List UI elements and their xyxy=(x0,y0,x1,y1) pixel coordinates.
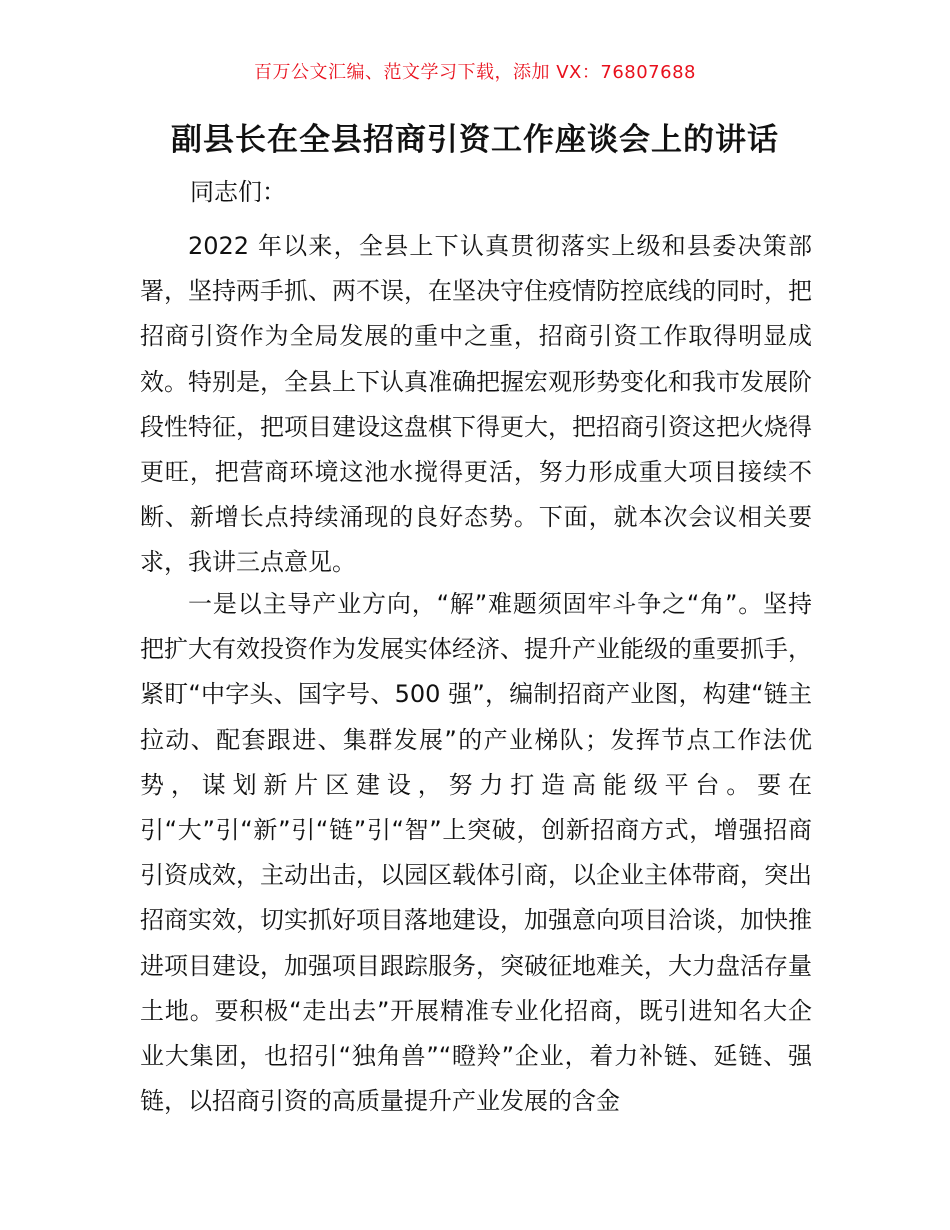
document-title: 副县长在全县招商引资工作座谈会上的讲话 xyxy=(171,122,779,158)
header-note: 百万公文汇编、范文学习下载，添加 VX：76807688 xyxy=(254,62,696,83)
paragraph-2: 一是以主导产业方向，“解”难题须固牢斗争之“角”。坚持把扩大有效投资作为发展实体经济、提升产业能级的重要抓手，紧盯“中字头、国字号、500 强”，编制招商产业图，构建“链主拉动、配套跟进、集群发展”的产业梯队；发挥节点工作法优势，谋划新片区建设，努力打造高能级平台。要在引“大”引“新”引“链”引“智”上突破，创新招商方式，增强招商引资成效，主动出击，以园区载体引商，以企业主体带商，突出招商实效，切实抓好项目落地建设，加强意向项目洽谈，加快推进项目建设，加强项目跟踪服务，突破征地难关，大力盘活存量土地。要积极“走出去”开展精准专业化招商，既引进知名大企业大集团，也招引“独角兽”“瞪羚”企业，着力补链、延链、强链，以招商引资的高质量提升产业发展的含金 xyxy=(140,590,812,1116)
salutation: 同志们： xyxy=(190,178,286,206)
paragraph-1: 2022 年以来，全县上下认真贯彻落实上级和县委决策部署，坚持两手抓、两不误，在坚决守住疫情防控底线的同时，把招商引资作为全局发展的重中之重，招商引资工作取得明显成效。特别是，全县上下认真准确把握宏观形势变化和我市发展阶段性特征，把项目建设这盘棋下得更大，把招商引资这把火烧得更旺，把营商环境这池水搅得更活，努力形成重大项目接续不断、新增长点持续涌现的良好态势。下面，就本次会议相关要求，我讲三点意见。 xyxy=(140,232,812,577)
